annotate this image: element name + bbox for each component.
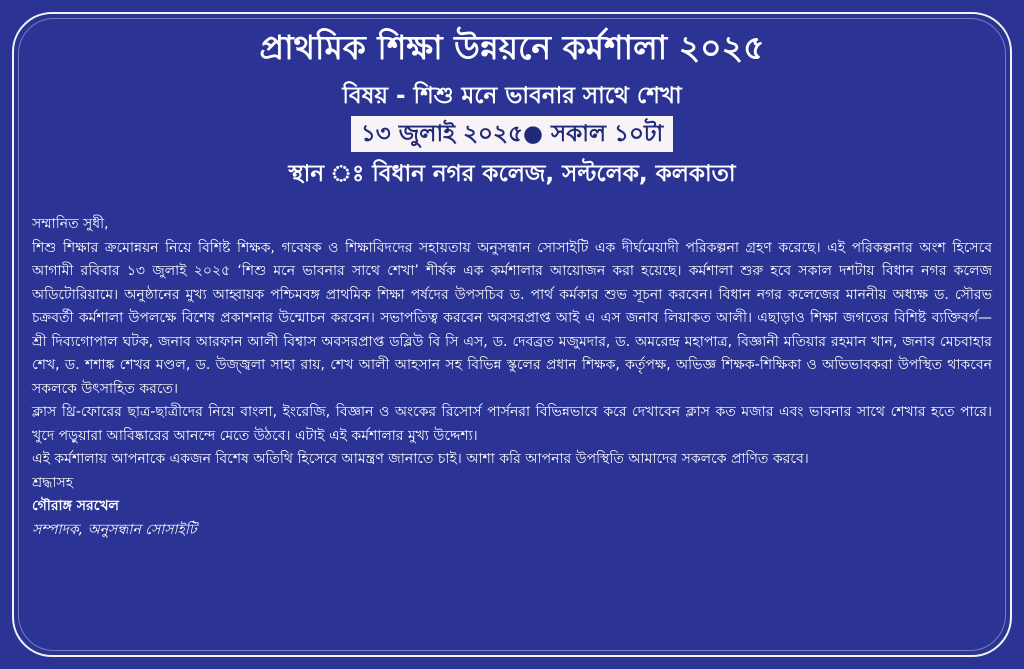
event-datetime-badge: ১৩ জুলাই ২০২৫● সকাল ১০টা <box>351 116 673 152</box>
invitation-header <box>0 26 1024 190</box>
event-subject: বিষয় - শিশু মনে ভাবনার সাথে শেখা <box>342 83 682 109</box>
signatory-name: গৌরাঙ্গ সরখেল <box>32 498 119 514</box>
page-title: প্রাথমিক শিক্ষা উন্নয়নে কর্মশালা ২০২৫ <box>259 28 765 67</box>
event-venue: স্থান ঃ বিধান নগর কলেজ, সল্টলেক, কলকাতা <box>288 161 736 187</box>
signatory-role: সম্পাদক, অনুসন্ধান সোসাইটি <box>32 521 197 538</box>
closing: শ্রদ্ধাসহ <box>32 474 74 491</box>
invitation-letter <box>32 213 992 542</box>
date-row <box>0 116 1024 156</box>
salutation: সম্মানিত সুধী, <box>32 216 109 232</box>
letter-paragraph-2: ক্লাস থ্রি-ফোরের ছাত্র-ছাত্রীদের নিয়ে বাংলা, ইংরেজি, বিজ্ঞান ও অংকের রিসোর্স পার্সনরা বিভিন্নভাবে করে দেখাবেন ক্লাস কত মজার এবং ভাবনার সাথে শেখার হতে পারে। খুদে পড়ুয়ারা আবিষ্কারের আনন্দে মেতে উঠবে। এটাই এই কর্মশালার মুখ্য উদ্দেশ্য। <box>32 404 992 444</box>
letter-paragraph-1: শিশু শিক্ষার ক্রমোন্নয়ন নিয়ে বিশিষ্ট শিক্ষক, গবেষক ও শিক্ষাবিদদের সহায়তায় অনুসন্ধান সোসাইটি এক দীর্ঘমেয়াদী পরিকল্পনা গ্রহণ করেছে। এই পরিকল্পনার অংশ হিসেবে আগামী রবিবার ১৩ জুলাই ২০২৫ ‘শিশু মনে ভাবনার সাথে শেখা’ শীর্ষক এক কর্মশালার আয়োজন করা হয়েছে। কর্মশালা শুরু হবে সকাল দশটায় বিধান নগর কলেজ অডিটোরিয়ামে। অনুষ্ঠানের মুখ্য আহ্বায়ক পশ্চিমবঙ্গ প্রাথমিক শিক্ষা পর্ষদের উপসচিব ড. পার্থ কর্মকার শুভ সূচনা করবেন। বিধান নগর কলেজের মাননীয় অধ্যক্ষ ড. সৌরভ চক্রবর্তী কর্মশালা উপলক্ষে বিশেষ প্রকাশনার উন্মোচন করবেন। সভাপতিত্ব করবেন অবসরপ্রাপ্ত আই এ এস জনাব লিয়াকত আলী। এছাড়াও শিক্ষা জগতের বিশিষ্ট ব্যক্তিবর্গ— শ্রী দিব্যগোপাল ঘটক, জনাব আরফান আলী বিশ্বাস অবসরপ্রাপ্ত ডব্লিউ বি সি এস, ড. দেবব্রত মজুমদার, ড. অমরেন্দ্র মহাপাত্র, বিজ্ঞানী মতিয়ার রহমান খান, জনাব মেচবাহার শেখ, ড. শশাঙ্ক শেখর মণ্ডল, ড. উজ্জ্বলা সাহা রায়, শেখ আলী আহসান সহ বিভিন্ন স্কুলের প্রধান শিক্ষক, কর্তৃপক্ষ, অভিজ্ঞ শিক্ষক-শিক্ষিকা ও অভিভাবকরা উপস্থিত থাকবেন সকলকে উৎসাহিত করতে। <box>32 239 992 397</box>
letter-paragraph-3: এই কর্মশালায় আপনাকে একজন বিশেষ অতিথি হিসেবে আমন্ত্রণ জানাতে চাই। আশা করি আপনার উপস্থিতি আমাদের সকলকে প্রাণিত করবে। <box>32 451 809 467</box>
